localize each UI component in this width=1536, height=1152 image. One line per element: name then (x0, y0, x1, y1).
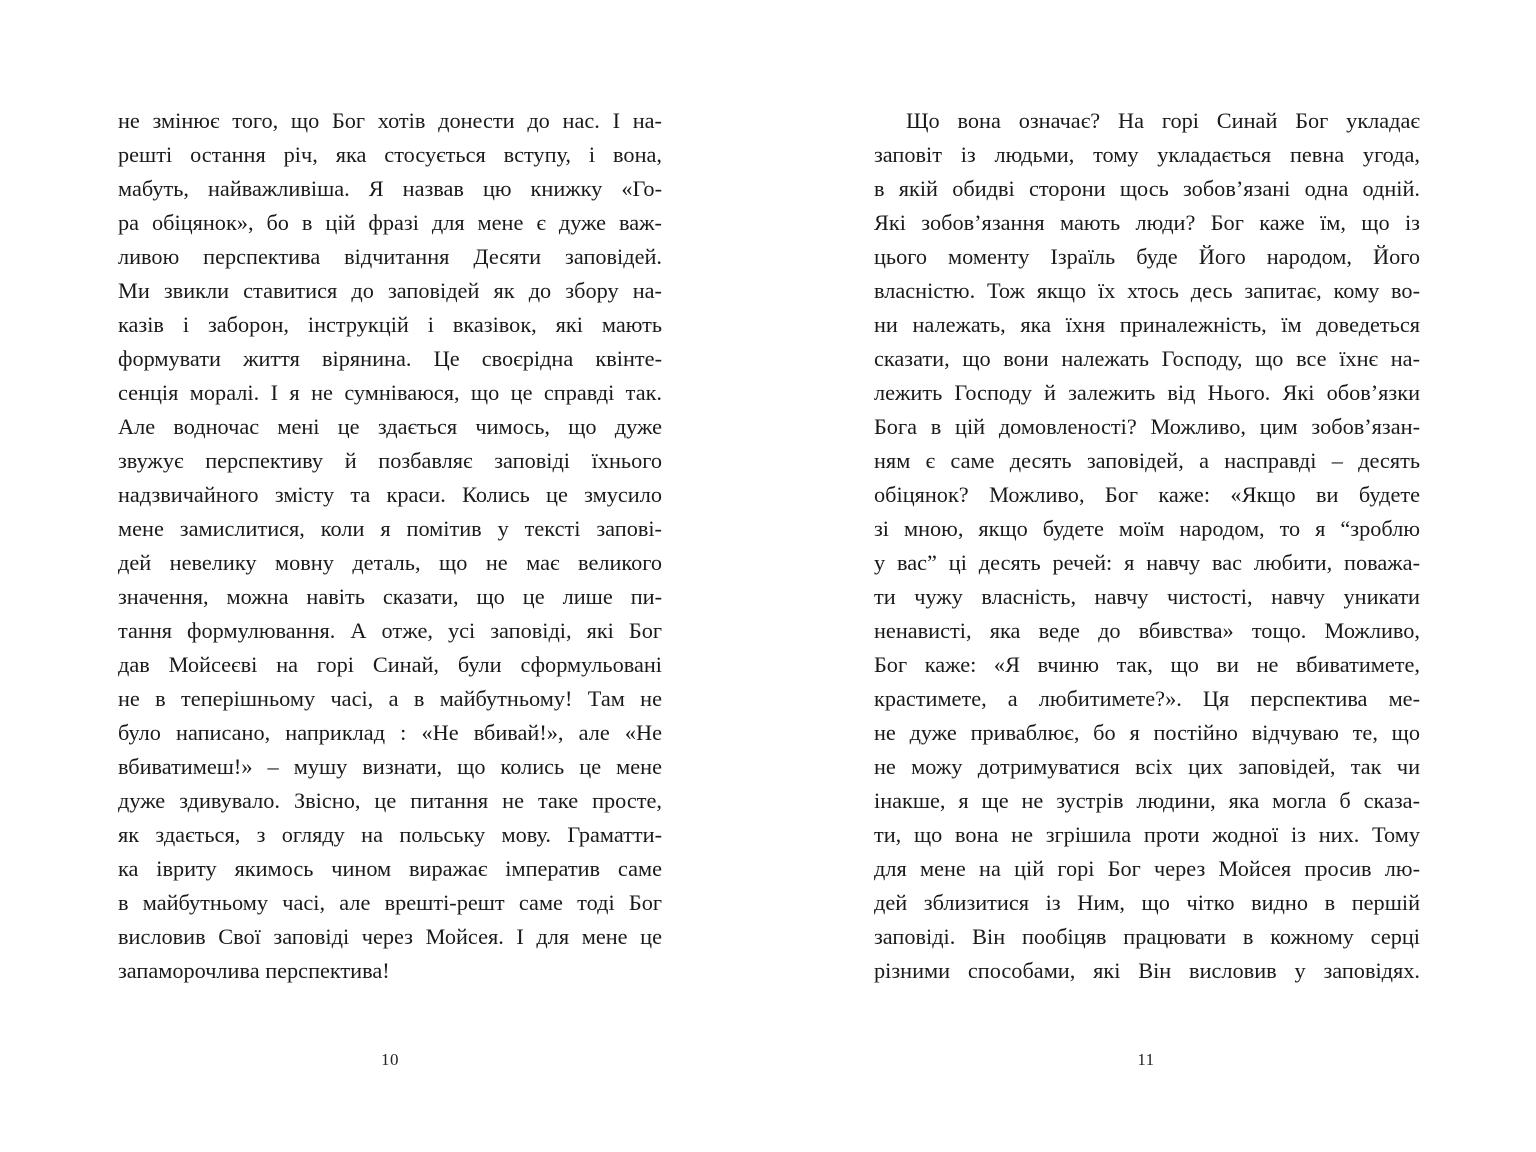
text-line: не змінює того, що Бог хотів донести до нас. І на- (118, 108, 662, 133)
text-line: ти чужу власність, навчу чистості, навчу уникати (874, 584, 1420, 609)
text-line: лежить Господу й залежить від Нього. Які обов’язки (874, 380, 1420, 405)
text-line: не можу дотримуватися всіх цих заповідей, так чи (874, 754, 1420, 779)
text-line: дей невелику мовну деталь, що не має великого (118, 550, 662, 575)
text-line: дуже здивувало. Звісно, це питання не таке просте, (118, 788, 662, 813)
text-line: заповіт із людьми, тому укладається певна угода, (874, 142, 1420, 167)
text-line: як здається, з огляду на польську мову. Граматти- (118, 822, 662, 847)
text-line: надзвичайного змісту та краси. Колись це змусило (118, 482, 662, 507)
text-line: ка івриту якимось чином виражає імператив саме (118, 856, 662, 881)
text-line: формувати життя вірянина. Це своєрідна квінте- (118, 346, 662, 371)
text-line: Ми звикли ставитися до заповідей як до збору на- (118, 278, 662, 303)
text-line: не в теперішньому часі, а в майбутньому! Там не (118, 686, 662, 711)
text-line: дей зблизитися із Ним, що чітко видно в першій (874, 890, 1420, 915)
text-line: Але водночас мені це здається чимось, що дуже (118, 414, 662, 439)
text-line: дав Мойсеєві на горі Синай, були сформульовані (118, 652, 662, 677)
page-number: 10 (381, 1050, 399, 1069)
text-line: мене замислитися, коли я помітив у тексті запові- (118, 516, 662, 541)
text-line: ненависті, яка веде до вбивства» тощо. Можливо, (874, 618, 1420, 643)
right-page-text (874, 104, 1420, 988)
text-line: сказати, що вони належать Господу, що все їхнє на- (874, 346, 1420, 371)
left-page-text (118, 104, 662, 988)
text-line: різними способами, які Він висловив у заповідях. (874, 958, 1420, 983)
text-line: ни належать, яка їхня приналежність, їм доведеться (874, 312, 1420, 337)
text-line: ти, що вона не згрішила проти жодної із них. Тому (874, 822, 1420, 847)
text-line: для мене на цій горі Бог через Мойсея просив лю- (874, 856, 1420, 881)
text-line: ням є саме десять заповідей, а насправді – десять (874, 448, 1420, 473)
text-line: решті остання річ, яка стосується вступу, і вона, (118, 142, 662, 167)
text-line: значення, можна навіть сказати, що це лише пи- (118, 584, 662, 609)
text-line: було написано, наприклад : «Не вбивай!», але «Не (118, 720, 662, 745)
page-number: 11 (1137, 1050, 1155, 1069)
text-line: заповіді. Він пообіцяв працювати в кожному серці (874, 924, 1420, 949)
text-line: казів і заборон, інструкцій і вказівок, які мають (118, 312, 662, 337)
text-line: Що вона означає? На горі Синай Бог укладає (906, 108, 1420, 133)
text-line: сенція моралі. І я не сумніваюся, що це справді так. (118, 380, 662, 405)
text-line: інакше, я ще не зустрів людини, яка могла б сказа- (874, 788, 1420, 813)
text-line: мабуть, найважливіша. Я назвав цю книжку «Го- (118, 176, 662, 201)
text-line: цього моменту Ізраїль буде Його народом, Його (874, 244, 1420, 269)
text-line: Бога в цій домовленості? Можливо, цим зобов’язан- (874, 414, 1420, 439)
text-line: звужує перспективу й позбавляє заповіді їхнього (118, 448, 662, 473)
text-line: тання формулювання. А отже, усі заповіді, які Бог (118, 618, 662, 643)
right-page (768, 0, 1536, 1152)
text-line: в якій обидві сторони щось зобов’язані одна одній. (874, 176, 1420, 201)
text-line: ливою перспектива відчитання Десяти заповідей. (118, 244, 662, 269)
text-line: не дуже приваблює, бо я постійно відчуваю те, що (874, 720, 1420, 745)
text-line: у вас” ці десять речей: я навчу вас любити, поважа- (874, 550, 1420, 575)
text-line: в майбутньому часі, але врешті-решт саме тоді Бог (118, 890, 662, 915)
text-line: ра обіцянок», бо в цій фразі для мене є дуже важ- (118, 210, 662, 235)
text-line: запаморочлива перспектива! (118, 958, 390, 983)
text-line: крастимете, а любитимете?». Ця перспектива ме- (874, 686, 1420, 711)
text-line: висловив Свої заповіді через Мойсея. І для мене це (118, 924, 662, 949)
text-line: обіцянок? Можливо, Бог каже: «Якщо ви будете (874, 482, 1420, 507)
text-line: Бог каже: «Я вчиню так, що ви не вбиватимете, (874, 652, 1420, 677)
text-line: зі мною, якщо будете моїм народом, то я “зроблю (874, 516, 1420, 541)
text-line: вбиватимеш!» – мушу визнати, що колись це мене (118, 754, 662, 779)
text-line: Які зобов’язання мають люди? Бог каже їм, що із (874, 210, 1420, 235)
text-line: власністю. Тож якщо їх хтось десь запитає, кому во- (874, 278, 1420, 303)
